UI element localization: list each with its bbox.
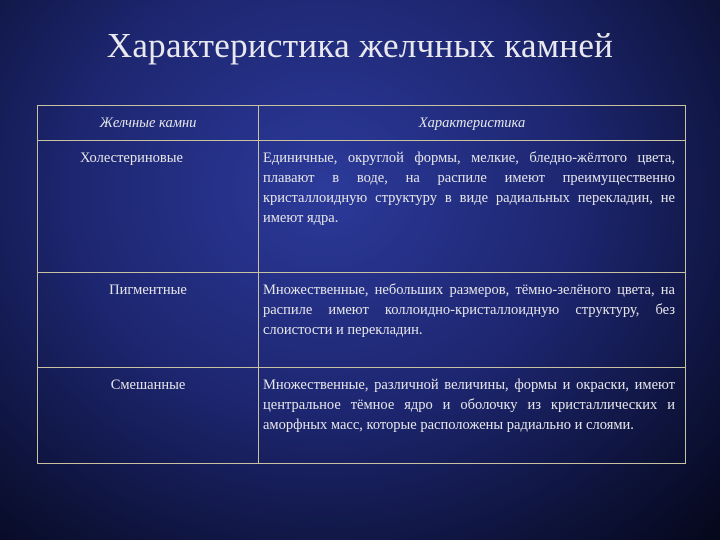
header-gallstones: Желчные камни: [38, 106, 259, 141]
row-description-pigment: Множественные, небольших размеров, тёмно-зелёного цвета, на распиле имеют коллоидно-кристаллоидную структуру, без слоистости и перекладин.: [259, 273, 686, 368]
row-description-cholesterol: Единичные, округлой формы, мелкие, бледно-жёлтого цвета, плавают в воде, на распиле имеют преимущественно кристаллоидную структуру в виде радиальных перекладин, не имеют ядра.: [259, 141, 686, 273]
slide-title: Характеристика желчных камней: [106, 26, 614, 65]
row-description-mixed: Множественные, различной величины, формы и окраски, имеют центральное тёмное ядро и оболочку из кристаллических и аморфных масс, которые расположены радиально и слоями.: [259, 368, 686, 464]
gallstones-table: [37, 105, 686, 464]
row-name-pigment: Пигментные: [38, 273, 259, 368]
row-name-mixed: Смешанные: [38, 368, 259, 464]
table-row: [38, 273, 686, 368]
table-row: [38, 368, 686, 464]
header-characteristic: Характеристика: [259, 106, 686, 141]
table-row: [38, 141, 686, 273]
row-name-cholesterol: Холестериновые: [38, 141, 259, 273]
table-header-row: [38, 106, 686, 141]
